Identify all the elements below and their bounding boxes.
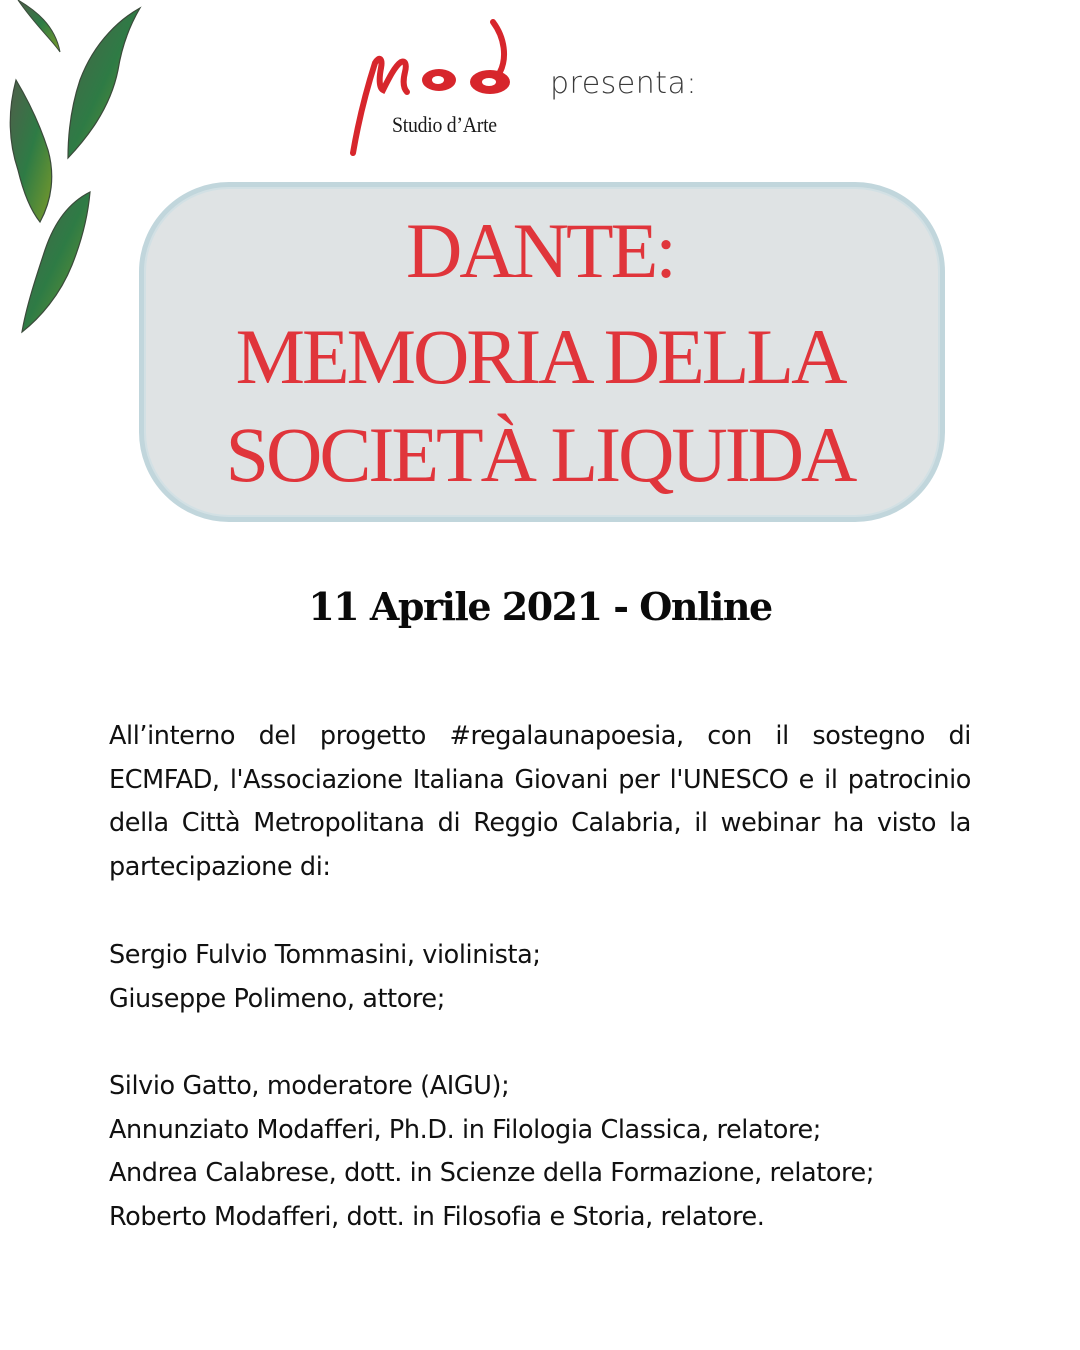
title-line-2: MEMORIA DELLA xyxy=(235,313,845,400)
presenta-label: presenta: xyxy=(550,66,698,101)
event-date: 11 Aprile 2021 - Online xyxy=(308,584,772,629)
speaker-item: Annunziato Modafferi, Ph.D. in Filologia Classica, relatore; xyxy=(109,1114,822,1145)
artist-item: Sergio Fulvio Tommasini, violinista; xyxy=(109,940,541,970)
speakers-list xyxy=(109,1065,1009,1239)
speaker-item: Silvio Gatto, moderatore (AIGU); xyxy=(109,1071,510,1101)
logo-subtitle: Studio d’Arte xyxy=(392,112,497,137)
title-line-3: SOCIETÀ LIQUIDA xyxy=(225,411,855,498)
speaker-item: Roberto Modafferi, dott. in Filosofia e Storia, relatore. xyxy=(109,1201,765,1232)
title-line-1: DANTE: xyxy=(406,207,674,294)
studio-logo xyxy=(345,18,525,158)
artists-list xyxy=(109,934,1009,1021)
intro-paragraph: All’interno del progetto #regalaunapoesia, con il sostegno di ECMFAD, l'Associazione Italiana Giovani per l'UNESCO e il patrocinio della Città Metropolitana di Reggio Calabria, il webinar ha visto la partecipazione di: xyxy=(109,721,971,882)
speaker-item: Andrea Calabrese, dott. in Scienze della Formazione, relatore; xyxy=(109,1158,875,1189)
artist-item: Giuseppe Polimeno, attore; xyxy=(109,983,445,1014)
